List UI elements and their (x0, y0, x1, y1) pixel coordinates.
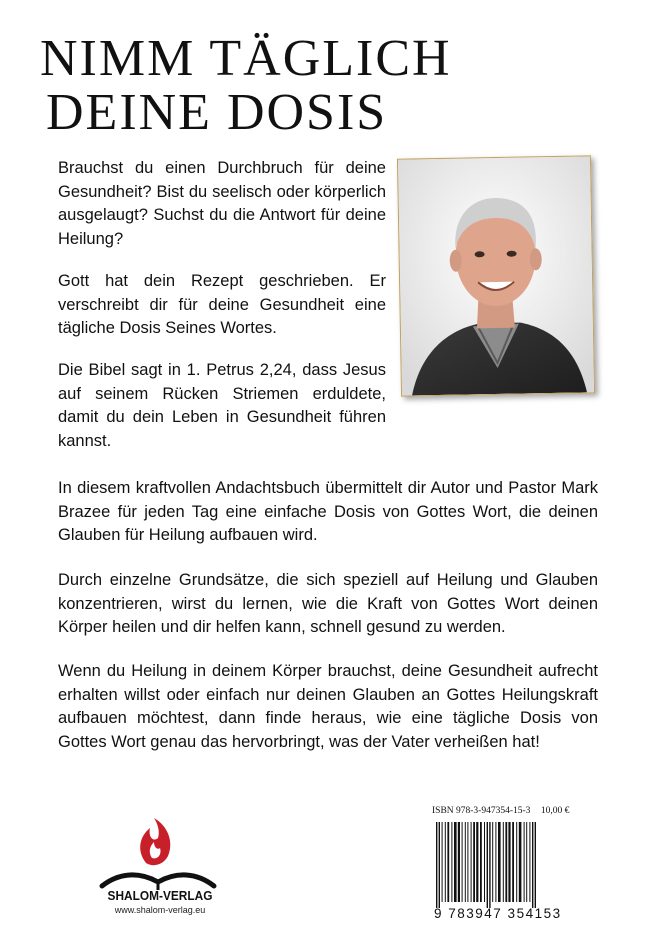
isbn-line (432, 806, 602, 816)
barcode-bar (476, 822, 478, 902)
barcode-bar (519, 822, 522, 902)
barcode-bar (489, 822, 490, 908)
barcode-bar (471, 822, 472, 902)
barcode-bar (454, 822, 457, 902)
barcode-bar (492, 822, 493, 902)
barcode-bar (503, 822, 504, 902)
title-line-1: NIMM TÄGLICH (40, 30, 452, 87)
isbn-number: ISBN 978-3-947354-15-3 (432, 806, 531, 816)
barcode-digits: 9 783947 354153 (434, 906, 562, 921)
barcode-bar (505, 822, 507, 902)
barcode-bar (495, 822, 496, 902)
title-line-2: DEINE DOSIS (46, 84, 388, 141)
barcode-bar (465, 822, 466, 902)
barcode-bar (487, 822, 488, 908)
paragraph-devotional: In diesem kraftvollen Andachtsbuch übermittelt dir Autor und Pastor Mark Brazee für jeden Tag eine einfache Dosis von Gottes Wort, die deinen Glauben für Heilung aufbauen wird. (58, 479, 598, 544)
barcode-bar (516, 822, 517, 902)
barcode-bar (480, 822, 482, 902)
publisher-url: www.shalom-verlag.eu (114, 905, 206, 915)
barcode-bar (529, 822, 530, 902)
barcode-bar (512, 822, 514, 902)
price: 10,00 € (540, 806, 570, 816)
paragraph-bible: Die Bibel sagt in 1. Petrus 2,24, dass Jesus auf seinem Rücken Striemen erduldete, damit du dein Leben in Gesundheit führen kannst. (58, 361, 386, 450)
barcode-bar (484, 822, 485, 902)
barcode-bar (498, 822, 501, 902)
book-title (40, 32, 620, 140)
barcode-bar (445, 822, 446, 902)
paragraph-prescription: Gott hat dein Rezept geschrieben. Er verschreibt dir für deine Gesundheit eine tägliche Dosis Seines Wortes. (58, 272, 386, 337)
barcode-bar (458, 822, 460, 902)
barcode-bar (467, 822, 468, 902)
barcode-bar (508, 822, 510, 902)
barcode-bar (451, 822, 452, 902)
barcode-bar (447, 822, 449, 902)
author-photo (397, 155, 595, 396)
paragraph-intro: Brauchst du einen Durchbruch für deine Gesundheit? Bist du seelisch oder körperlich ausgelaugt? Suchst du die Antwort für deine Heilung? (58, 159, 386, 248)
publisher-name: SHALOM-VERLAG (107, 889, 213, 903)
paragraph-principles: Durch einzelne Grundsätze, die sich speziell auf Heilung und Glauben konzentrieren, wirst du lernen, wie die Kraft von Gottes Wort deinen Körper heilen und dir helfen kann, schnell gesund zu werden. (58, 571, 598, 636)
barcode-bar (462, 822, 463, 902)
barcode-bar (526, 822, 527, 902)
author-portrait-image (398, 156, 594, 395)
barcode-bar (439, 822, 440, 908)
barcode-bar (442, 822, 443, 902)
paragraph-call: Wenn du Heilung in deinem Körper brauchst, deine Gesundheit aufrecht erhalten willst oder einfach nur deinen Glauben an Gottes Heilungskraft aufbauen möchtest, dann finde heraus, wie eine tägliche Dosis von Gottes Wort genau das hervorbringt, was der Vater verheißen hat! (58, 662, 598, 751)
barcode-bar (436, 822, 437, 908)
barcode-bar (473, 822, 475, 902)
barcode-bar (524, 822, 525, 902)
barcode-bar (535, 822, 536, 908)
barcode-bar (532, 822, 533, 908)
isbn-barcode-block (430, 806, 600, 936)
barcode-bars (434, 822, 594, 908)
